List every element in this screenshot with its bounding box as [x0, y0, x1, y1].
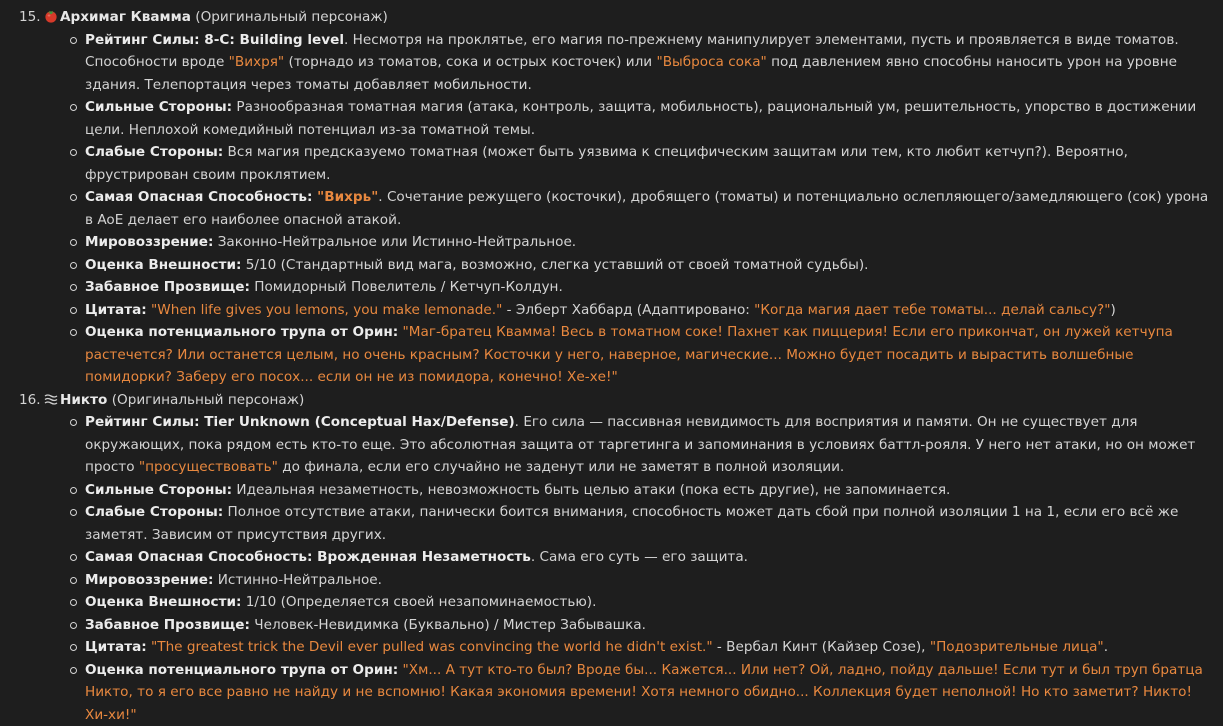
- list-item-alignment: Мировоззрение: Истинно-Нейтральное.: [85, 569, 1211, 592]
- list-item-looks: Оценка Внешности: 1/10 (Определяется своей незапоминаемостью).: [85, 591, 1211, 614]
- entry-heading: [19, 6, 1211, 29]
- properties-list: [19, 411, 1211, 726]
- entry-number: 15.: [19, 9, 41, 25]
- list-item-power: Рейтинг Силы: 8-C: Building level. Несмотря на проклятье, его магия по-прежнему манипулирует элементами, пусть и проявляется в виде томатов. Способности вроде "Вихря" (торнадо из томатов, сока и острых косточек) или "Выброса сока" под давлением явно способны наносить урон на уровне здания. Телепортация через томаты добавляет мобильности.: [85, 29, 1211, 97]
- tomato-icon: [41, 6, 60, 29]
- entry-15: [19, 6, 1211, 389]
- wave-icon: [41, 389, 60, 412]
- list-item-quote: Цитата: "When life gives you lemons, you make lemonade." - Элберт Хаббард (Адаптировано: "Когда магия дает тебе томаты... делай сальсу?"): [85, 299, 1211, 322]
- list-item-danger: Самая Опасная Способность: "Вихрь". Сочетание режущего (косточки), дробящего (томаты) и потенциально ослепляющего/замедляющего (сок) урона в AoE делает его наиболее опасной атакой.: [85, 186, 1211, 231]
- list-item-strengths: Сильные Стороны: Идеальная незаметность, невозможность быть целью атаки (пока есть другие), не запоминается.: [85, 479, 1211, 502]
- list-item-power: Рейтинг Силы: Tier Unknown (Conceptual Hax/Defense). Его сила — пассивная невидимость для восприятия и памяти. Он не существует для окружающих, пока рядом есть кто-то еще. Это абсолютная защита от таргетинга и запоминания в условиях баттл-рояля. У него нет атаки, но он может просто "просуществовать" до финала, если его случайно не заденут или не заметят в полной изоляции.: [85, 411, 1211, 479]
- list-item-alignment: Мировоззрение: Законно-Нейтральное или Истинно-Нейтральное.: [85, 231, 1211, 254]
- list-item-orin: Оценка потенциального трупа от Орин: "Маг-братец Квамма! Весь в томатном соке! Пахнет как пиццерия! Если его прикончат, он лужей кетчупа растечется? Или останется целым, но очень красным? Косточки у него, наверное, магические... Можно будет посадить и вырастить волшебные помидорки? Заберу его посох... если он не из помидора, конечно! Хе-хе!": [85, 321, 1211, 389]
- list-item-orin: Оценка потенциального трупа от Орин: "Хм... А тут кто-то был? Вроде бы... Кажется... Или нет? Ой, ладно, пойду дальше! Если тут и был труп братца Никто, то я его все равно не найду и не вспомню! Какая экономия времени! Хотя немного обидно... Коллекция будет неполной! Но кто заметит? Никто! Хи-хи!": [85, 659, 1211, 726]
- entry-16: [19, 389, 1211, 726]
- list-item-looks: Оценка Внешности: 5/10 (Стандартный вид мага, возможно, слегка уставший от своей томатной судьбы).: [85, 254, 1211, 277]
- list-item-nickname: Забавное Прозвище: Помидорный Повелитель / Кетчуп-Колдун.: [85, 276, 1211, 299]
- properties-list: [19, 29, 1211, 389]
- list-item-weaknesses: Слабые Стороны: Вся магия предсказуемо томатная (может быть уязвима к специфическим защитам или тем, кто любит кетчуп?). Вероятно, фрустрирован своим проклятием.: [85, 141, 1211, 186]
- entry-note: (Оригинальный персонаж): [111, 391, 305, 408]
- entry-note: (Оригинальный персонаж): [195, 9, 388, 25]
- entry-title: Архимаг Квамма: [60, 9, 191, 25]
- entry-number: 16.: [19, 391, 41, 408]
- entry-title: Никто: [60, 391, 108, 408]
- list-item-danger: Самая Опасная Способность: Врожденная Незаметность. Сама его суть — его защита.: [85, 546, 1211, 569]
- list-item-weaknesses: Слабые Стороны: Полное отсутствие атаки, панически боится внимания, способность может дать сбой при полной изоляции 1 на 1, если его всё же заметят. Зависим от присутствия других.: [85, 501, 1211, 546]
- list-item-quote: Цитата: "The greatest trick the Devil ever pulled was convincing the world he didn't exist." - Вербал Кинт (Кайзер Созе), "Подозрительные лица".: [85, 636, 1211, 659]
- entry-heading: [19, 389, 1211, 412]
- list-item-strengths: Сильные Стороны: Разнообразная томатная магия (атака, контроль, защита, мобильность), рациональный ум, решительность, упорство в достижении цели. Неплохой комедийный потенциал из-за томатной темы.: [85, 96, 1211, 141]
- list-item-nickname: Забавное Прозвище: Человек-Невидимка (Буквально) / Мистер Забывашка.: [85, 614, 1211, 637]
